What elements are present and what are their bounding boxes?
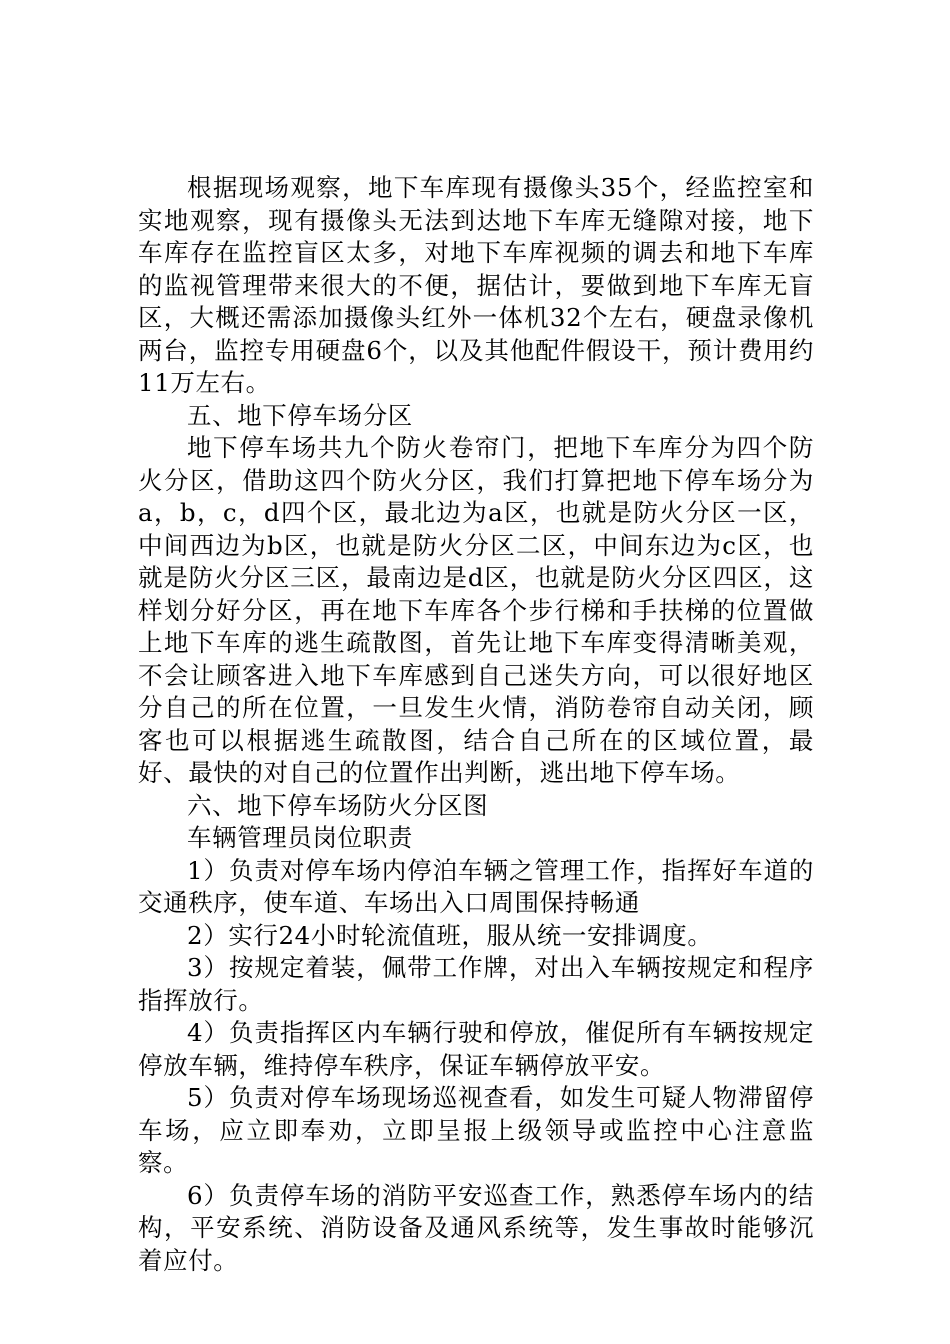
paragraph-camera-survey: 根据现场观察，地下车库现有摄像头35个，经监控室和实地观察，现有摄像头无法到达地下车库无缝隙对接，地下车库存在监控盲区太多，对地下车库视频的调去和地下车库的监视管理带来很大的不便，据估计，要做到地下车库无盲区，大概还需添加摄像头红外一体机32个左右，硬盘录像机两台，监控专用硬盘6个，以及其他配件假设干，预计费用约11万左右。 xyxy=(138,173,814,397)
duty-item-2: 2）实行24小时轮流值班，服从统一安排调度。 xyxy=(187,920,713,950)
duty-item-3: 3）按规定着装，佩带工作牌，对出入车辆按规定和程序指挥放行。 xyxy=(138,953,814,1015)
duty-item-4: 4）负责指挥区内车辆行驶和停放，催促所有车辆按规定停放车辆，维持停车秩序，保证车辆停放平安。 xyxy=(138,1018,814,1080)
duty-item-5: 5）负责对停车场现场巡视查看，如发生可疑人物滞留停车场，应立即奉劝，立即呈报上级领导或监控中心注意监察。 xyxy=(138,1083,814,1177)
document-page xyxy=(138,172,814,1277)
paragraph-zoning: 地下停车场共九个防火卷帘门，把地下车库分为四个防火分区，借助这四个防火分区，我们打算把地下停车场分为a，b，c，d四个区，最北边为a区，也就是防火分区一区，中间西边为b区，也就是防火分区二区，中间东边为c区，也就是防火分区三区，最南边是d区，也就是防火分区四区，这样划分好分区，再在地下车库各个步行梯和手扶梯的位置做上地下车库的逃生疏散图，首先让地下车库变得清晰美观，不会让顾客进入地下车库感到自己迷失方向，可以很好地区分自己的所在位置，一旦发生火情，消防卷帘自动关闭，顾客也可以根据逃生疏散图，结合自己所在的区域位置，最好、最快的对自己的位置作出判断，逃出地下停车场。 xyxy=(138,433,814,787)
duty-item-6: 6）负责停车场的消防平安巡查工作，熟悉停车场内的结构，平安系统、消防设备及通风系统等，发生事故时能够沉着应付。 xyxy=(138,1180,814,1275)
duty-item-1: 1）负责对停车场内停泊车辆之管理工作，指挥好车道的交通秩序，使车道、车场出入口周围保持畅通 xyxy=(138,855,814,917)
heading-section-6: 六、地下停车场防火分区图 xyxy=(187,790,489,820)
heading-section-5: 五、地下停车场分区 xyxy=(187,400,413,430)
heading-job-duties: 车辆管理员岗位职责 xyxy=(187,823,413,852)
